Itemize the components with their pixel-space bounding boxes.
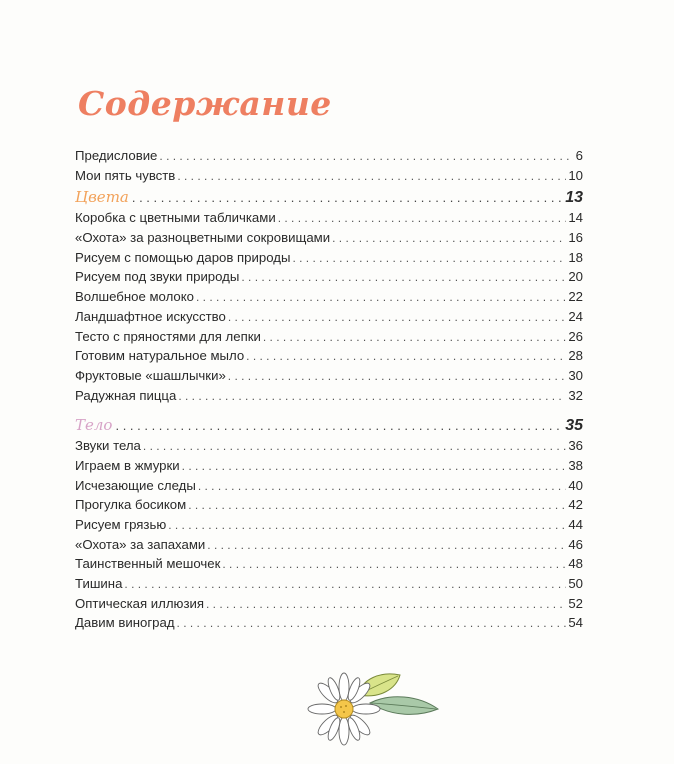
toc-entry[interactable] xyxy=(75,495,583,515)
leader-dots xyxy=(115,415,562,436)
toc-entry[interactable] xyxy=(75,456,583,476)
leader-dots xyxy=(182,457,567,477)
entry-label: Оптическая иллюзия xyxy=(75,595,205,611)
toc-section-colors[interactable] xyxy=(75,187,583,208)
entry-label: Коробка с цветными табличками xyxy=(75,210,276,226)
entry-label: Рисуем с помощью даров природы xyxy=(75,249,291,265)
leader-dots xyxy=(178,387,566,407)
toc-entry[interactable] xyxy=(75,476,583,496)
entry-page: 28 xyxy=(568,348,583,364)
entry-page: 10 xyxy=(568,167,583,183)
entry-label: Рисуем под звуки природы xyxy=(75,269,240,285)
leader-dots xyxy=(159,147,573,167)
entry-page: 42 xyxy=(568,497,583,513)
entry-page: 26 xyxy=(568,328,583,344)
leader-dots xyxy=(228,367,567,387)
section-page: 13 xyxy=(565,189,583,207)
entry-page: 52 xyxy=(568,595,583,611)
entry-label: Играем в жмурки xyxy=(75,457,180,473)
entry-label: «Охота» за запахами xyxy=(75,536,206,552)
toc-entry[interactable] xyxy=(75,594,583,614)
leader-dots xyxy=(246,347,566,367)
entry-label: Таинственный мешочек xyxy=(75,556,221,572)
entry-page: 16 xyxy=(568,230,583,246)
toc-entry[interactable] xyxy=(75,287,583,307)
section-gap xyxy=(75,405,583,413)
toc-entry[interactable] xyxy=(75,436,583,456)
leader-dots xyxy=(332,229,566,249)
entry-page: 30 xyxy=(568,367,583,383)
leader-dots xyxy=(196,288,566,308)
entry-page: 14 xyxy=(568,210,583,226)
entry-page: 38 xyxy=(568,457,583,473)
toc-entry[interactable] xyxy=(75,327,583,347)
toc-section-body[interactable] xyxy=(75,415,583,436)
leader-dots xyxy=(222,555,566,575)
leader-dots xyxy=(143,437,566,457)
entry-label: Давим виноград xyxy=(75,615,175,631)
toc-entry[interactable] xyxy=(75,535,583,555)
toc-entry[interactable] xyxy=(75,267,583,287)
entry-page: 24 xyxy=(568,308,583,324)
entry-label: Прогулка босиком xyxy=(75,497,187,513)
entry-page: 20 xyxy=(568,269,583,285)
leader-dots xyxy=(168,516,566,536)
toc-entry[interactable] xyxy=(75,208,583,228)
entry-label: Рисуем грязью xyxy=(75,517,167,532)
entry-label: Мои пять чувств xyxy=(75,167,176,183)
toc-entry[interactable] xyxy=(75,146,583,166)
toc-entry[interactable] xyxy=(75,228,583,248)
entry-page: 36 xyxy=(568,438,583,454)
entry-page: 50 xyxy=(568,576,583,592)
entry-page: 6 xyxy=(575,148,583,163)
toc-entry[interactable] xyxy=(75,515,583,535)
entry-label: «Охота» за разноцветными сокровищами xyxy=(75,230,331,246)
leader-dots xyxy=(188,496,566,516)
toc-entry[interactable] xyxy=(75,248,583,268)
entry-page: 18 xyxy=(568,249,583,265)
leader-dots xyxy=(263,328,566,348)
toc-entry[interactable] xyxy=(75,166,583,186)
daisy-illustration xyxy=(300,665,450,760)
leader-dots xyxy=(198,477,566,497)
toc-entry[interactable] xyxy=(75,366,583,386)
leader-dots xyxy=(124,575,566,595)
entry-label: Волшебное молоко xyxy=(75,289,195,305)
entry-label: Радужная пицца xyxy=(75,387,177,403)
section-page: 35 xyxy=(565,417,583,435)
page-title: Содержание xyxy=(78,84,332,123)
section-label: Тело xyxy=(75,416,113,435)
toc-entry[interactable] xyxy=(75,613,583,633)
toc-entry[interactable] xyxy=(75,346,583,366)
entry-page: 44 xyxy=(568,517,583,532)
leader-dots xyxy=(228,308,566,328)
entry-label: Ландшафтное искусство xyxy=(75,308,226,324)
section-label: Цвета xyxy=(75,188,129,207)
toc-entry[interactable] xyxy=(75,386,583,406)
leader-dots xyxy=(177,167,566,187)
entry-label: Предисловие xyxy=(75,148,158,163)
entry-label: Исчезающие следы xyxy=(75,477,196,493)
entry-page: 48 xyxy=(568,556,583,572)
entry-label: Тесто с пряностями для лепки xyxy=(75,328,261,344)
entry-label: Тишина xyxy=(75,576,123,592)
entry-page: 46 xyxy=(568,536,583,552)
entry-page: 54 xyxy=(568,615,583,631)
toc-entry[interactable] xyxy=(75,554,583,574)
leader-dots xyxy=(177,614,567,634)
leader-dots xyxy=(206,595,566,615)
entry-page: 32 xyxy=(568,387,583,403)
entry-page: 22 xyxy=(568,289,583,305)
leader-dots xyxy=(241,268,566,288)
toc-entry[interactable] xyxy=(75,574,583,594)
toc-entry[interactable] xyxy=(75,307,583,327)
leader-dots xyxy=(132,187,562,208)
entry-label: Фруктовые «шашлычки» xyxy=(75,367,226,383)
leader-dots xyxy=(292,249,566,269)
leader-dots xyxy=(207,536,566,556)
entry-label: Звуки тела xyxy=(75,438,141,454)
entry-page: 40 xyxy=(568,477,583,493)
leader-dots xyxy=(278,209,567,229)
entry-label: Готовим натуральное мыло xyxy=(75,348,245,364)
table-of-contents xyxy=(75,146,583,633)
